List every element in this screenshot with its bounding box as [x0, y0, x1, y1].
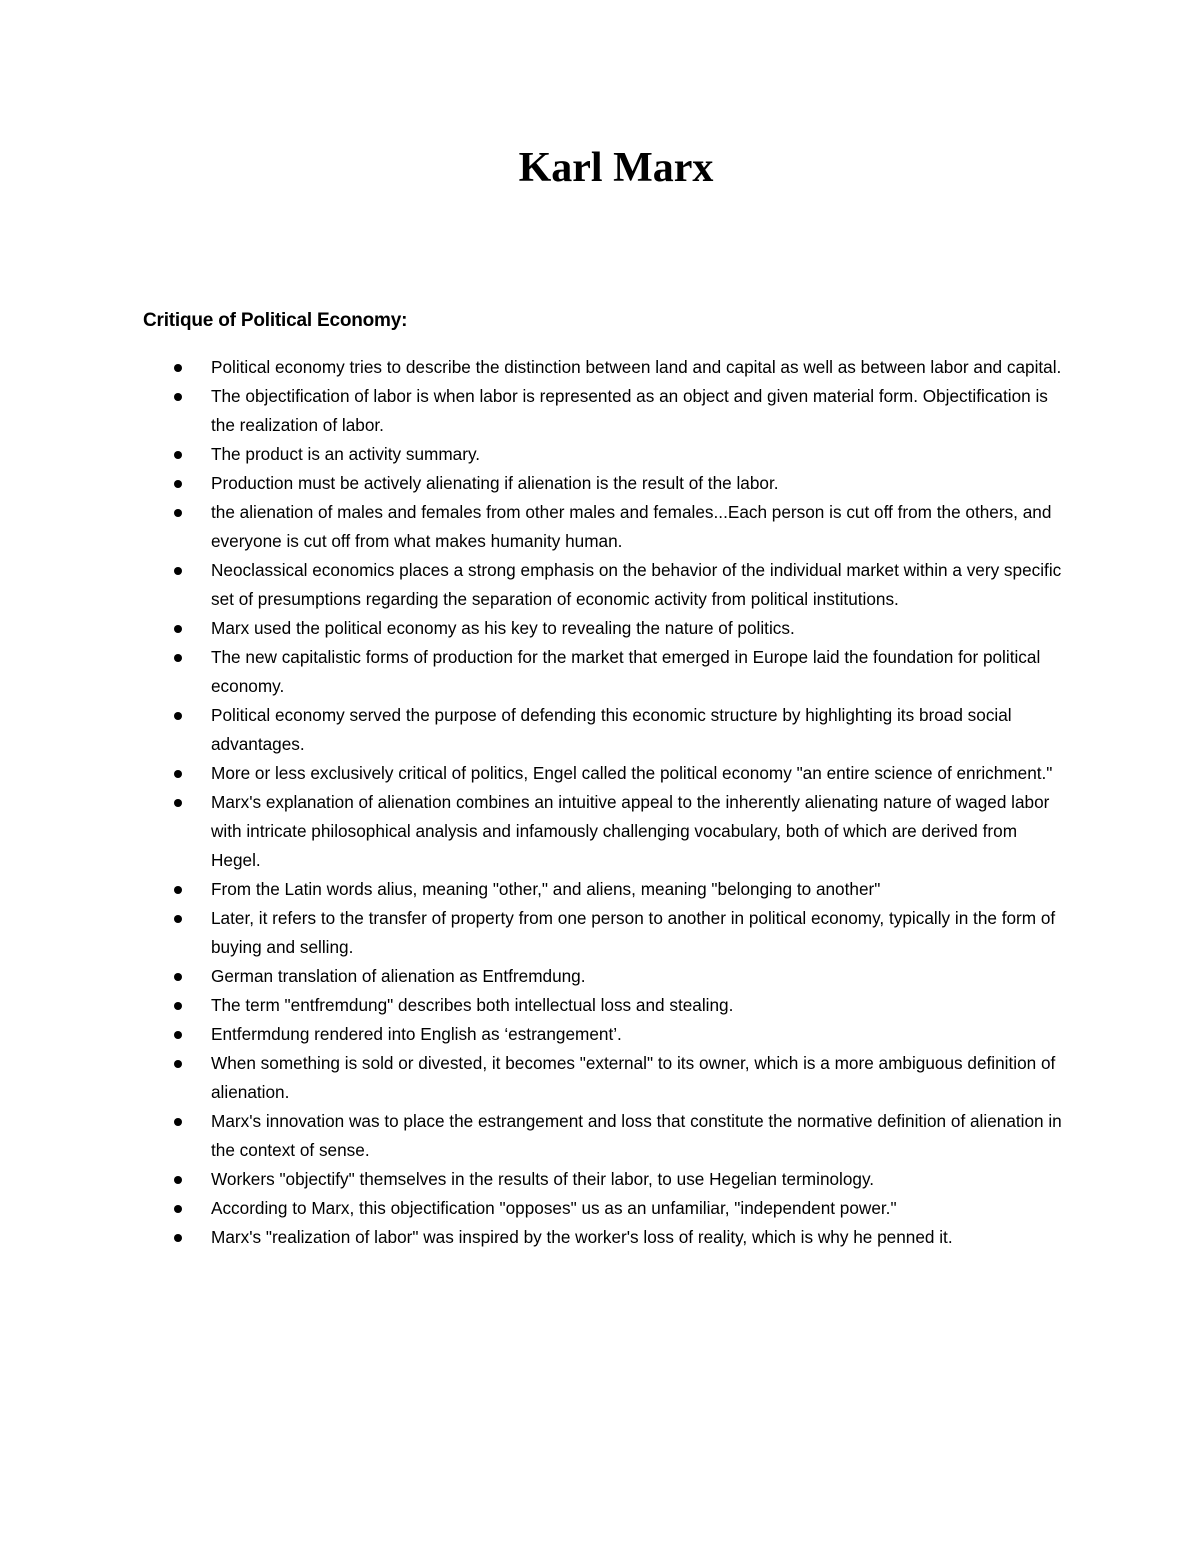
bullet-icon — [174, 1205, 182, 1213]
list-item-text: Entfermdung rendered into English as ‘estrangement’. — [211, 1024, 622, 1044]
list-item-text: Workers "objectify" themselves in the results of their labor, to use Hegelian terminology. — [211, 1169, 875, 1189]
list-item — [211, 1194, 1071, 1223]
bullet-icon — [174, 364, 182, 372]
bullet-icon — [174, 799, 182, 807]
bullet-icon — [174, 770, 182, 778]
list-item — [211, 643, 1071, 701]
list-item-text: Marx's innovation was to place the estrangement and loss that constitute the normative definition of alienation in the context of sense. — [211, 1111, 1062, 1160]
list-item — [211, 701, 1071, 759]
list-item-text: More or less exclusively critical of politics, Engel called the political economy "an entire science of enrichment." — [211, 763, 1053, 783]
list-item — [211, 1107, 1071, 1165]
list-item-text: Marx used the political economy as his key to revealing the nature of politics. — [211, 618, 795, 638]
list-item-text: Neoclassical economics places a strong emphasis on the behavior of the individual market within a very specific set of presumptions regarding the separation of economic activity from political institutions. — [211, 560, 1062, 609]
list-item-text: The term "entfremdung" describes both intellectual loss and stealing. — [211, 995, 734, 1015]
list-item-text: From the Latin words alius, meaning "other," and aliens, meaning "belonging to another" — [211, 879, 881, 899]
document-title: Karl Marx — [518, 145, 714, 191]
list-item — [211, 440, 1071, 469]
list-item — [211, 614, 1071, 643]
list-item — [211, 1020, 1071, 1049]
bullet-icon — [174, 480, 182, 488]
list-item — [211, 962, 1071, 991]
bullet-icon — [174, 712, 182, 720]
list-item-text: The new capitalistic forms of production for the market that emerged in Europe laid the foundation for political economy. — [211, 647, 1041, 696]
list-item-text: Political economy served the purpose of defending this economic structure by highlighting its broad social advantages. — [211, 705, 1012, 754]
list-item — [211, 469, 1071, 498]
list-item-text: When something is sold or divested, it becomes "external" to its owner, which is a more ambiguous definition of alienation. — [211, 1053, 1056, 1102]
list-item — [211, 1049, 1071, 1107]
bullet-icon — [174, 1176, 182, 1184]
list-item — [211, 788, 1071, 875]
list-item-text: Later, it refers to the transfer of property from one person to another in political economy, typically in the form of buying and selling. — [211, 908, 1056, 957]
bullet-icon — [174, 1118, 182, 1126]
bullet-icon — [174, 973, 182, 981]
list-item-text: the alienation of males and females from other males and females...Each person is cut off from the others, and everyone is cut off from what makes humanity human. — [211, 502, 1052, 551]
list-item-text: German translation of alienation as Entfremdung. — [211, 966, 586, 986]
list-item-text: Production must be actively alienating if alienation is the result of the labor. — [211, 473, 779, 493]
list-item — [211, 382, 1071, 440]
bullet-icon — [174, 509, 182, 517]
list-item — [211, 904, 1071, 962]
bullet-icon — [174, 654, 182, 662]
list-item-text: The product is an activity summary. — [211, 444, 481, 464]
list-item-text: According to Marx, this objectification "opposes" us as an unfamiliar, "independent power." — [211, 1198, 897, 1218]
list-item — [211, 759, 1071, 788]
list-item-text: Marx's explanation of alienation combines an intuitive appeal to the inherently alienating nature of waged labor with intricate philosophical analysis and infamously challenging vocabulary, both of which are derived from Hegel. — [211, 792, 1050, 870]
list-item-text: Political economy tries to describe the distinction between land and capital as well as between labor and capital. — [211, 357, 1062, 377]
bullet-icon — [174, 625, 182, 633]
bullet-icon — [174, 567, 182, 575]
section-heading: Critique of Political Economy: — [143, 310, 408, 331]
bullet-icon — [174, 1002, 182, 1010]
bullet-icon — [174, 1031, 182, 1039]
list-item — [211, 875, 1071, 904]
list-item — [211, 498, 1071, 556]
bullet-list — [211, 353, 1071, 1252]
list-item-text: The objectification of labor is when labor is represented as an object and given material form. Objectification is the realization of labor. — [211, 386, 1048, 435]
list-item — [211, 556, 1071, 614]
list-item — [211, 353, 1071, 382]
bullet-icon — [174, 451, 182, 459]
list-item — [211, 1165, 1071, 1194]
bullet-icon — [174, 393, 182, 401]
bullet-icon — [174, 886, 182, 894]
list-item — [211, 991, 1071, 1020]
bullet-icon — [174, 1060, 182, 1068]
bullet-icon — [174, 915, 182, 923]
list-item — [211, 1223, 1071, 1252]
bullet-icon — [174, 1234, 182, 1242]
list-item-text: Marx's "realization of labor" was inspired by the worker's loss of reality, which is why he penned it. — [211, 1227, 953, 1247]
